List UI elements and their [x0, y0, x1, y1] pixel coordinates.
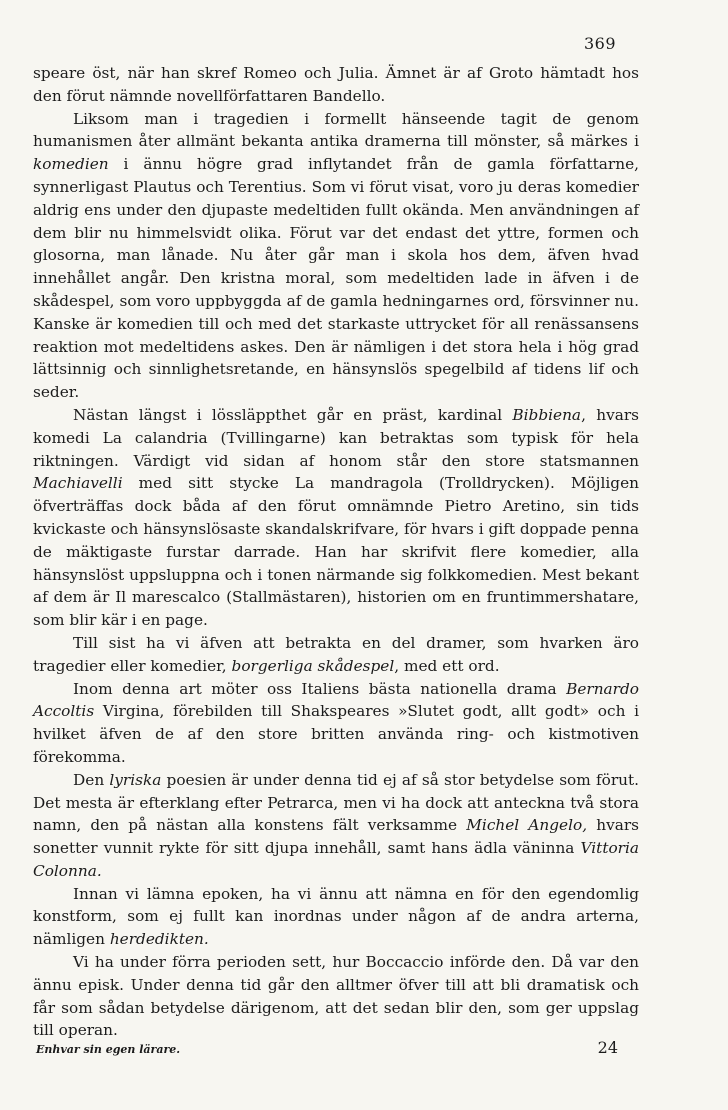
emphasis-text: Michel Angelo, [466, 816, 588, 835]
signature-number: 24 [597, 1038, 618, 1057]
page-number: 369 [583, 34, 616, 53]
emphasis-text: Bibbiena [512, 405, 582, 424]
printer-signature: Enhvar sin egen lärare. [36, 1043, 181, 1056]
page-footer [36, 1038, 618, 1057]
text-run: Nästan längst i lössläppthet går en präst, kardinal [73, 405, 513, 424]
paragraph [33, 769, 639, 883]
text-run: Virgina, förebilden till Shakspeares »Slutet godt, allt godt» och i hvilket äfven de af den store britten använda ring- och kistmotiven förekomma. [33, 702, 639, 766]
text-run: , med ett ord. [394, 656, 500, 675]
paragraph [33, 883, 639, 951]
body-text [33, 62, 639, 1042]
text-run: Till sist ha vi äfven att betrakta en del dramer, som hvarken äro tragedier eller komedier, [33, 633, 639, 675]
paragraph [33, 62, 639, 108]
text-run: Vi ha under förra perioden sett, hur Boccaccio införde den. Då var den ännu episk. Under denna tid går den alltmer öfver till att bli dramatisk och får som sådan betydelse därigenom, att det sedan blir den, som ger uppslag till operan. [33, 953, 639, 1040]
text-run: , hvars komedi La calandria (Tvillingarne) kan betraktas som typisk för hela riktningen. Värdigt vid sidan af honom står den store statsmannen [33, 405, 639, 470]
emphasis-text: Vittoria Colonna. [33, 839, 639, 880]
emphasis-text: Bernardo Accoltis [33, 679, 639, 721]
text-run: Inom denna art möter oss Italiens bästa nationella drama [73, 679, 567, 698]
text-run: Innan vi lämna epoken, ha vi ännu att nämna en för den egendomlig konstform, som ej fullt kan inordnas under någon af de andra arterna, nämligen [33, 884, 639, 949]
emphasis-text: herdedikten. [109, 930, 209, 949]
text-run: poesien är under denna tid ej af så stor betydelse som förut. Det mesta är efterklang efter Petrarca, men vi ha dock att anteckna två stora namn, den på nästan alla konstens fält verksamme [33, 770, 639, 835]
paragraph [33, 632, 639, 678]
emphasis-text: lyriska [109, 770, 162, 789]
paragraph [33, 404, 639, 632]
paragraph [33, 108, 639, 404]
text-run: hvars sonetter vunnit rykte för sitt djupa innehåll, samt hans ädla väninna [33, 816, 639, 858]
paragraph [33, 678, 639, 769]
text-run: med sitt stycke La mandragola (Trolldrycken). Möjligen öfverträffas dock båda af den förut omnämnde Pietro Aretino, sin tids kvickaste och hänsynslösaste skandalskrifvare, för hvars i gift doppade penna de mäktigaste furstar darrade. Han har skrifvit flere komedier, alla hänsynslöst uppsluppna och i tonen närmande sig folkkomedien. Mest bekant af dem är Il marescalco (Stallmästaren), historien om en fruntimmershatare, som blir kär i en page. [33, 474, 639, 630]
emphasis-text: komedien [33, 155, 109, 174]
paragraph [33, 951, 639, 1042]
text-run: Liksom man i tragedien i formellt hänseende tagit de genom humanismen åter allmänt bekanta antika dramerna till mönster, så märkes i [33, 109, 639, 151]
text-run: i ännu högre grad inflytandet från de gamla författarne, synnerligast Plautus och Terentius. Som vi förut visat, voro ju deras komedier aldrig ens under den djupaste medeltiden fullt okända. Men användningen af dem blir nu himmelsvidt olika. Förut var det endast det yttre, formen och glosorna, man lånade. Nu åter går man i skola hos dem, äfven hvad innehållet angår. Den kristna moral, som medeltiden lade in äfven i de skådespel, som voro uppbyggda af de gamla hedningarnes ord, försvinner nu. Kanske är komedien till och med det starkaste uttrycket för all renässansens reaktion mot medeltidens askes. Den är nämligen i det stora hela i hög grad lättsinnig och sinnlighetsretande, en hänsynslös spegelbild af tidens lif och seder. [33, 155, 639, 402]
emphasis-text: Machiavelli [33, 474, 123, 493]
emphasis-text: borgerliga skådespel [231, 656, 395, 675]
text-run: Den [73, 770, 110, 789]
text-run: speare öst, när han skref Romeo och Julia. Ämnet är af Groto hämtadt hos den förut nämnde novellförfattaren Bandello. [33, 64, 639, 105]
